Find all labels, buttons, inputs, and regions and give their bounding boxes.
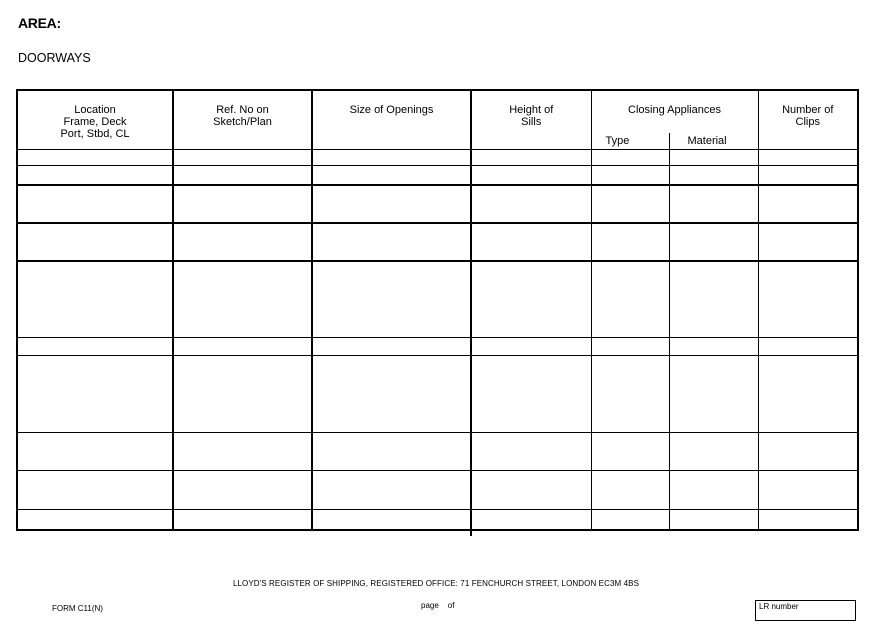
cell-height[interactable] [471, 356, 591, 433]
cell-location[interactable] [17, 185, 173, 223]
cell-size[interactable] [312, 150, 471, 166]
cell-size[interactable] [312, 261, 471, 338]
cell-clips[interactable] [758, 356, 858, 433]
cell-size[interactable] [312, 471, 471, 510]
cell-ref-no[interactable] [173, 356, 312, 433]
registry-footer: LLOYD'S REGISTER OF SHIPPING, REGISTERED OFFICE: 71 FENCHURCH STREET, LONDON EC3M 4BS [232, 579, 640, 588]
cell-location[interactable] [17, 433, 173, 471]
of-label: of [447, 601, 455, 610]
cell-type[interactable] [591, 433, 669, 471]
cell-ref-no[interactable] [173, 433, 312, 471]
cell-material[interactable] [669, 356, 758, 433]
cell-ref-no[interactable] [173, 166, 312, 185]
cell-type[interactable] [591, 185, 669, 223]
cell-size[interactable] [312, 185, 471, 223]
form-code: FORM C11(N) [52, 604, 103, 613]
cell-type[interactable] [591, 356, 669, 433]
cell-type[interactable] [591, 338, 669, 356]
cell-ref-no[interactable] [173, 185, 312, 223]
cell-type[interactable] [591, 150, 669, 166]
cell-size[interactable] [312, 338, 471, 356]
cell-type[interactable] [591, 223, 669, 261]
cell-clips[interactable] [758, 338, 858, 356]
cell-clips[interactable] [758, 185, 858, 223]
cell-material[interactable] [669, 510, 758, 530]
cell-location[interactable] [17, 510, 173, 530]
cell-size[interactable] [312, 223, 471, 261]
cell-clips[interactable] [758, 471, 858, 510]
cell-location[interactable] [17, 338, 173, 356]
cell-location[interactable] [17, 261, 173, 338]
cell-clips[interactable] [758, 510, 858, 530]
lr-number-field[interactable] [755, 600, 856, 621]
cell-clips[interactable] [758, 166, 858, 185]
cell-height[interactable] [471, 433, 591, 471]
column-header-closing-appliances: Closing Appliances [591, 90, 758, 133]
cell-material[interactable] [669, 433, 758, 471]
table-row [17, 150, 858, 166]
doorways-table [16, 89, 859, 531]
cell-type[interactable] [591, 261, 669, 338]
cell-clips[interactable] [758, 150, 858, 166]
cell-material[interactable] [669, 261, 758, 338]
cell-height[interactable] [471, 510, 591, 530]
table-row [17, 261, 858, 338]
table-row [17, 338, 858, 356]
cell-height[interactable] [471, 185, 591, 223]
cell-size[interactable] [312, 510, 471, 530]
cell-size[interactable] [312, 356, 471, 433]
cell-material[interactable] [669, 471, 758, 510]
cell-type[interactable] [591, 166, 669, 185]
column-header-material: Material [669, 133, 758, 150]
column-header-type: Type [591, 133, 669, 150]
cell-ref-no[interactable] [173, 150, 312, 166]
cell-type[interactable] [591, 471, 669, 510]
cell-height[interactable] [471, 150, 591, 166]
cell-height[interactable] [471, 261, 591, 338]
column-header-height-of-sills: Height of Sills [471, 90, 591, 150]
cell-size[interactable] [312, 433, 471, 471]
page-label: page [421, 601, 439, 610]
cell-ref-no[interactable] [173, 261, 312, 338]
cell-location[interactable] [17, 150, 173, 166]
section-heading: DOORWAYS [18, 51, 91, 65]
cell-ref-no[interactable] [173, 223, 312, 261]
page-of-indicator [421, 601, 454, 610]
cell-material[interactable] [669, 338, 758, 356]
cell-type[interactable] [591, 510, 669, 530]
cell-location[interactable] [17, 166, 173, 185]
table-row [17, 356, 858, 433]
cell-height[interactable] [471, 223, 591, 261]
cell-clips[interactable] [758, 433, 858, 471]
cell-material[interactable] [669, 166, 758, 185]
cell-height[interactable] [471, 471, 591, 510]
table-row [17, 166, 858, 185]
table-row [17, 433, 858, 471]
column-tick-mark [470, 531, 472, 536]
cell-clips[interactable] [758, 261, 858, 338]
column-header-number-of-clips: Number of Clips [758, 90, 858, 150]
cell-location[interactable] [17, 471, 173, 510]
cell-ref-no[interactable] [173, 338, 312, 356]
table-row [17, 510, 858, 530]
column-header-ref-no: Ref. No on Sketch/Plan [173, 90, 312, 150]
cell-height[interactable] [471, 338, 591, 356]
cell-clips[interactable] [758, 223, 858, 261]
column-header-size-of-openings: Size of Openings [312, 90, 471, 150]
cell-ref-no[interactable] [173, 471, 312, 510]
cell-ref-no[interactable] [173, 510, 312, 530]
lr-number-label: LR number [759, 602, 799, 611]
cell-material[interactable] [669, 185, 758, 223]
table-row [17, 185, 858, 223]
cell-material[interactable] [669, 150, 758, 166]
cell-location[interactable] [17, 356, 173, 433]
table-row [17, 223, 858, 261]
area-heading: AREA: [18, 15, 61, 31]
table-row [17, 471, 858, 510]
column-header-location: Location Frame, Deck Port, Stbd, CL [17, 90, 173, 150]
table-body [17, 150, 858, 530]
cell-location[interactable] [17, 223, 173, 261]
cell-material[interactable] [669, 223, 758, 261]
cell-size[interactable] [312, 166, 471, 185]
cell-height[interactable] [471, 166, 591, 185]
